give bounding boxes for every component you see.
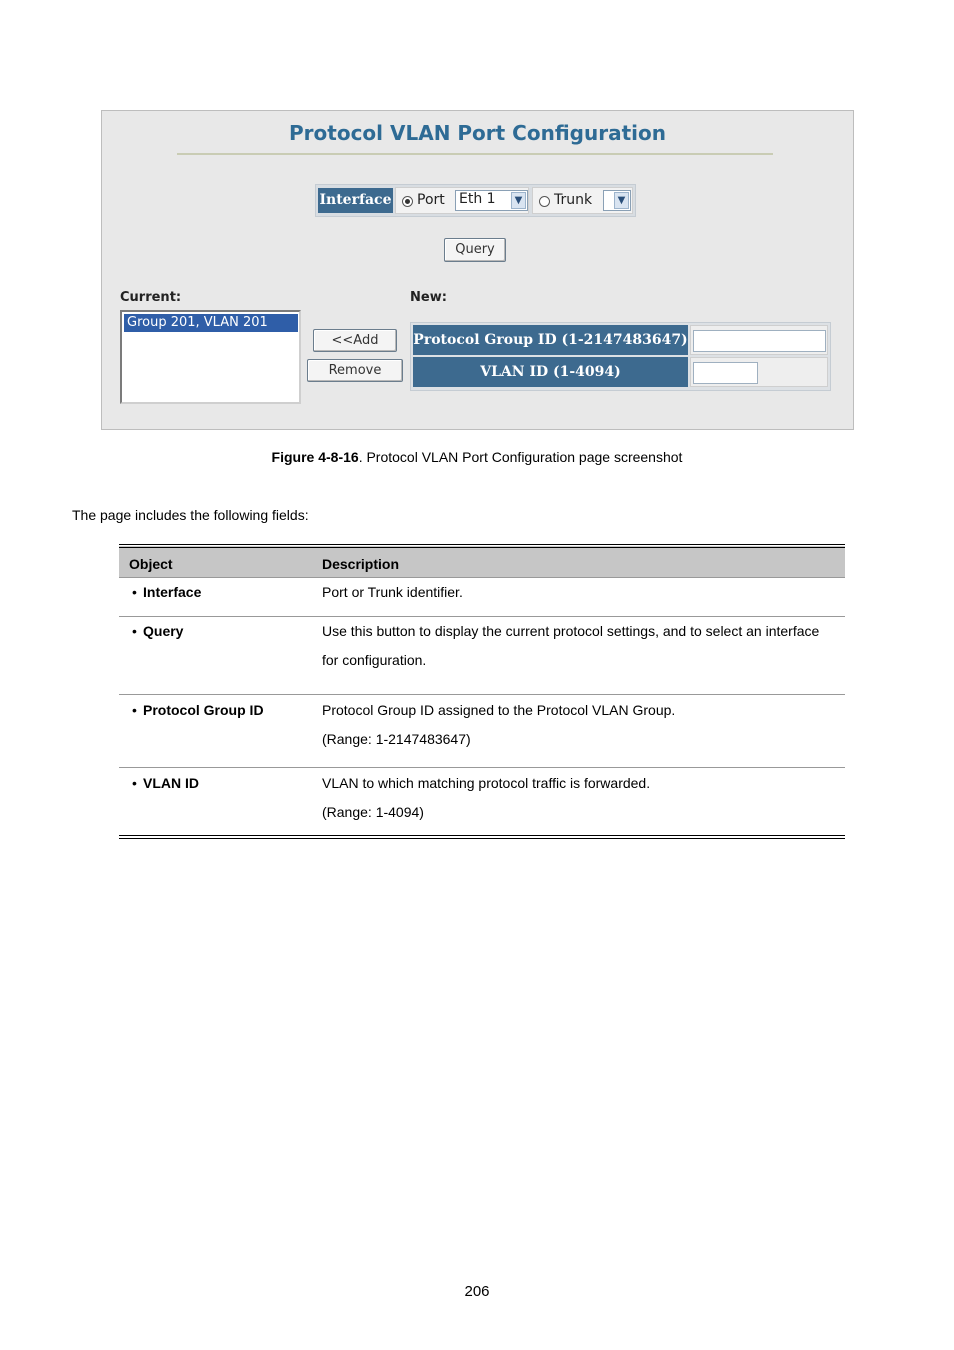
header-description: Description <box>322 546 845 577</box>
table-row <box>119 616 845 694</box>
new-label: New: <box>410 290 447 305</box>
description-line: (Range: 1-2147483647) <box>322 730 471 747</box>
description-line: VLAN to which matching protocol traffic is forwarded. <box>322 774 651 791</box>
description-line: Protocol Group ID assigned to the Protocol VLAN Group. <box>322 701 676 718</box>
trunk-option-cell <box>532 187 633 214</box>
object-name: Query <box>143 622 184 639</box>
description-line: Use this button to display the current protocol settings, and to select an interface <box>322 622 820 639</box>
query-button[interactable]: Query <box>444 238 506 262</box>
bullet-icon: • <box>132 583 137 600</box>
list-item[interactable]: Group 201, VLAN 201 <box>124 314 298 332</box>
object-name: VLAN ID <box>143 774 199 791</box>
description-line: for configuration. <box>322 651 427 668</box>
current-label: Current: <box>120 290 182 305</box>
page-number: 206 <box>464 1283 490 1300</box>
port-radio[interactable] <box>402 196 413 207</box>
port-select-value: Eth 1 <box>459 191 496 207</box>
description-line: (Range: 1-4094) <box>322 803 424 820</box>
vlan-id-input[interactable] <box>693 362 758 384</box>
figure-caption-text: . Protocol VLAN Port Configuration page screenshot <box>358 449 683 465</box>
description-line: Port or Trunk identifier. <box>322 583 463 600</box>
trunk-radio[interactable] <box>539 196 550 207</box>
figure-number: Figure 4-8-16 <box>271 449 359 465</box>
protocol-group-id-input[interactable] <box>693 330 826 352</box>
object-name: Interface <box>143 583 202 600</box>
description-cell <box>322 694 845 767</box>
current-list[interactable] <box>120 310 301 404</box>
table-row <box>119 767 845 837</box>
object-cell <box>119 767 322 837</box>
vlan-id-cell <box>690 357 828 387</box>
object-cell <box>119 616 322 694</box>
protocol-group-id-label: Protocol Group ID (1-2147483647) <box>413 325 688 355</box>
object-cell <box>119 694 322 767</box>
header-object: Object <box>119 546 322 577</box>
description-cell <box>322 616 845 694</box>
remove-button[interactable]: Remove <box>307 359 403 382</box>
fields-table <box>119 544 845 839</box>
screenshot-figure <box>101 110 854 430</box>
add-button[interactable]: <<Add <box>313 329 397 352</box>
intro-text: The page includes the following fields: <box>72 507 309 523</box>
chevron-down-icon: ▼ <box>511 192 526 209</box>
trunk-radio-label: Trunk <box>554 192 593 208</box>
bullet-icon: • <box>132 774 137 791</box>
trunk-select[interactable] <box>603 190 631 211</box>
bullet-icon: • <box>132 622 137 639</box>
title-divider <box>177 153 773 155</box>
table-row <box>119 694 845 767</box>
object-cell <box>119 577 322 616</box>
description-cell <box>322 767 845 837</box>
vlan-id-label: VLAN ID (1-4094) <box>413 357 688 387</box>
object-name: Protocol Group ID <box>143 701 264 718</box>
port-select[interactable] <box>455 190 528 211</box>
table-row <box>119 577 845 616</box>
port-radio-label: Port <box>417 192 445 208</box>
figure-caption <box>0 449 954 465</box>
table-header-row <box>119 546 845 577</box>
chevron-down-icon: ▼ <box>614 192 629 209</box>
screenshot-title: Protocol VLAN Port Configuration <box>289 121 666 145</box>
port-option-cell <box>395 187 529 214</box>
protocol-group-id-cell <box>690 325 828 355</box>
bullet-icon: • <box>132 701 137 718</box>
interface-label: Interface <box>318 188 393 213</box>
description-cell <box>322 577 845 616</box>
